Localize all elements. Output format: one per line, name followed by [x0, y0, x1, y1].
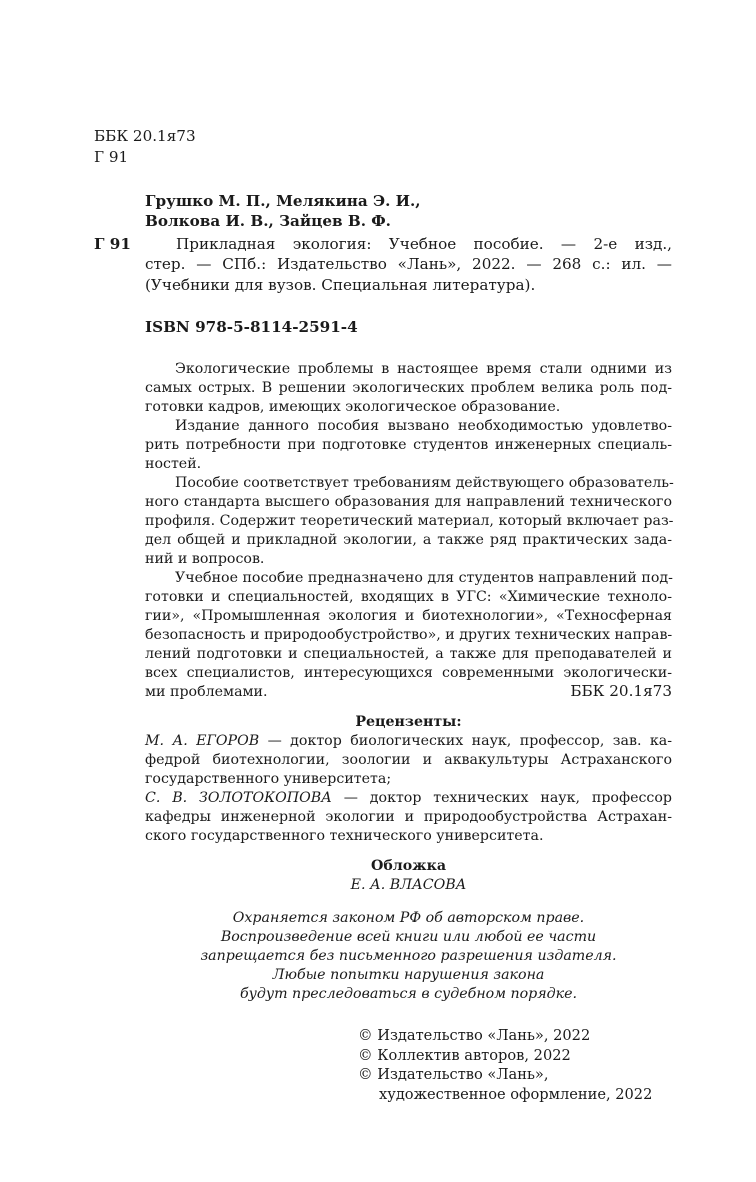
- annotation-line: самых острых. В решении экологических проблем велика роль под-: [145, 380, 672, 396]
- bbk-code-right: ББК 20.1я73: [570, 682, 672, 700]
- annotation-line: готовки кадров, имеющих экологическое образование.: [145, 399, 561, 415]
- annotation-line: Учебное пособие предназначено для студентов направлений под-: [175, 570, 673, 586]
- copyright-notice-line: будут преследоваться в судебном порядке.: [239, 986, 577, 1002]
- reviewer-2-text: — доктор технических наук, профессор: [331, 790, 672, 806]
- annotation-paragraph-3: [145, 474, 672, 569]
- annotation-line: ностей.: [145, 456, 202, 472]
- annotation-line: готовки и специальностей, входящих в УГС: «Химические техноло-: [145, 589, 672, 605]
- catalog-line-2: стер. — СПб.: Издательство «Лань», 2022. — 268 с.: ил. —: [145, 255, 672, 273]
- cover-block: [145, 857, 672, 895]
- authors-line-1: Грушко М. П., Мелякина Э. И.,: [145, 192, 421, 210]
- copyright-line: © Издательство «Лань», 2022: [358, 1027, 591, 1044]
- copyright-notice: [145, 909, 672, 1004]
- copyright-line: художественное оформление, 2022: [379, 1085, 653, 1103]
- author-mark: Г 91: [94, 148, 129, 166]
- annotation-line: ми проблемами.: [145, 684, 268, 700]
- cover-designer: Е. А. ВЛАСОВА: [350, 877, 467, 893]
- annotation-line: профиля. Содержит теоретический материал, который включает раз-: [145, 513, 674, 529]
- annotation-paragraph-2: [145, 417, 672, 474]
- copyright-notice-line: запрещается без письменного разрешения издателя.: [200, 948, 617, 964]
- annotation: [145, 360, 672, 702]
- reviewer-2-line: ского государственного технического университета.: [145, 828, 544, 844]
- annotation-paragraph-1: [145, 360, 672, 417]
- annotation-line: Издание данного пособия вызвано необходимостью удовлетво-: [175, 418, 672, 434]
- catalog-line-3: (Учебники для вузов. Специальная литература).: [145, 276, 536, 294]
- annotation-line: Экологические проблемы в настоящее время стали одними из: [175, 361, 672, 377]
- copyright-notice-line: Охраняется законом РФ об авторском праве.: [232, 910, 585, 926]
- annotation-line: ного стандарта высшего образования для направлений технического: [145, 494, 672, 510]
- annotation-line: безопасность и природообустройство», и других технических направ-: [145, 627, 673, 643]
- copyright-line: © Издательство «Лань»,: [358, 1066, 549, 1083]
- annotation-line: всех специалистов, интересующихся современными экологически-: [145, 665, 672, 681]
- catalog-line-1: Прикладная экология: Учебное пособие. — 2-е изд.,: [176, 235, 672, 253]
- reviewer-1-line: федрой биотехнологии, зоологии и аквакультуры Астраханского: [145, 752, 672, 768]
- copyright-notice-line: Воспроизведение всей книги или любой ее части: [220, 929, 597, 945]
- reviewer-2-line-1: [145, 789, 672, 808]
- cover-heading: Обложка: [370, 858, 447, 874]
- reviewer-2-line: кафедры инженерной экологии и природообустройства Астрахан-: [145, 809, 672, 825]
- annotation-line: лений подготовки и специальностей, а также для преподавателей и: [145, 646, 672, 662]
- annotation-line: Пособие соответствует требованиям действующего образователь-: [175, 475, 674, 491]
- annotation-line: гии», «Промышленная экология и биотехнологии», «Техносферная: [145, 608, 672, 624]
- isbn: ISBN 978-5-8114-2591-4: [145, 318, 358, 336]
- copyright-notice-line: Любые попытки нарушения закона: [272, 967, 545, 983]
- reviewer-2-name: С. В. ЗОЛОТОКОПОВА: [145, 790, 332, 806]
- reviewers-heading: Рецензенты:: [355, 714, 462, 730]
- copyrights-block: [358, 1026, 652, 1104]
- bbk-code: ББК 20.1я73: [94, 127, 196, 145]
- reviewers-block: [145, 713, 672, 846]
- reviewer-1-text: — доктор биологических наук, профессор, зав. ка-: [259, 733, 673, 749]
- reviewer-1-name: М. А. ЕГОРОВ: [145, 733, 260, 749]
- annotation-line: дел общей и прикладной экологии, а также ряд практических зада-: [145, 532, 672, 548]
- reviewer-1-line: государственного университета;: [145, 771, 392, 787]
- reviewer-1-line-1: [145, 732, 672, 751]
- catalog-mark: Г 91: [94, 235, 131, 253]
- copyright-line: © Коллектив авторов, 2022: [358, 1046, 571, 1064]
- authors-line-2: Волкова И. В., Зайцев В. Ф.: [145, 212, 391, 230]
- annotation-line: рить потребности при подготовке студентов инженерных специаль-: [145, 437, 672, 453]
- annotation-line: ний и вопросов.: [145, 551, 265, 567]
